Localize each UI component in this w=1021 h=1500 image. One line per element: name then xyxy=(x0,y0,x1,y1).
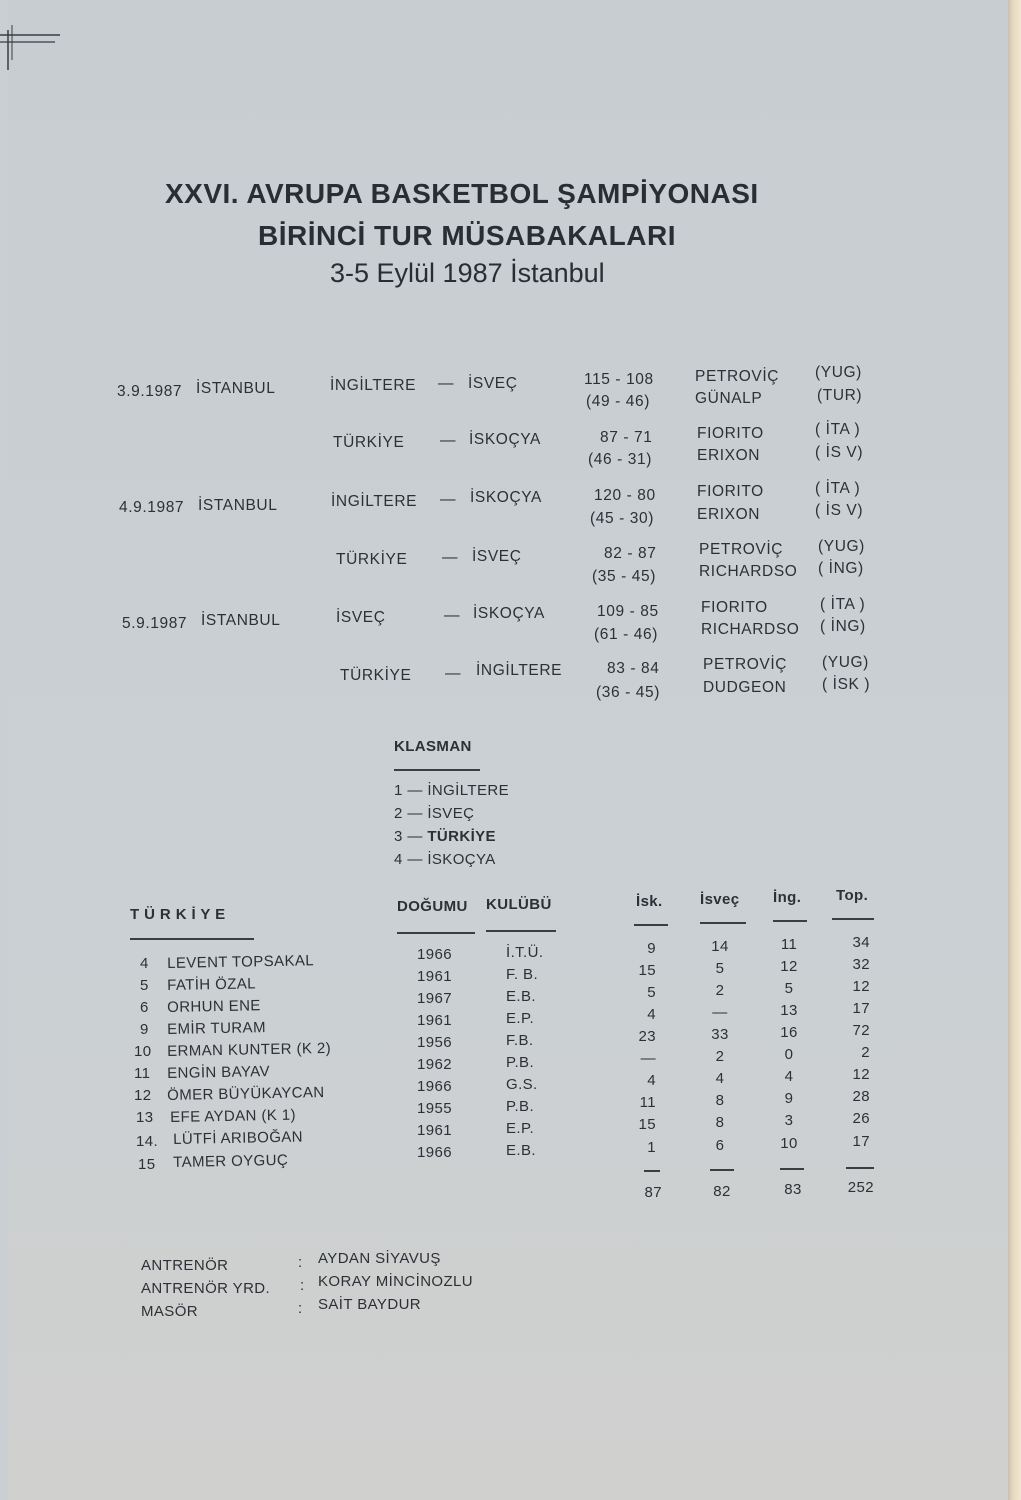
document-title: XXVI. AVRUPA BASKETBOL ŞAMPİYONASI xyxy=(165,178,759,209)
dash: — xyxy=(438,375,455,392)
points-total: 34 xyxy=(852,934,870,951)
player-club: P.B. xyxy=(506,1054,535,1071)
player-club: E.B. xyxy=(506,1142,536,1159)
total-rule xyxy=(644,1170,660,1172)
points-vs-isk: 11 xyxy=(639,1094,656,1111)
away-team: İSKOÇYA xyxy=(470,489,542,506)
points-vs-isk: 5 xyxy=(647,984,656,1001)
referee-1: PETROVİÇ xyxy=(703,656,788,673)
player-club: E.P. xyxy=(506,1120,535,1137)
dash: — xyxy=(442,549,459,566)
match-date: 4.9.1987 xyxy=(119,499,185,516)
points-vs-ing: 5 xyxy=(784,980,794,997)
referee-2: GÜNALP xyxy=(695,390,763,407)
standings-item: 3 — TÜRKİYE xyxy=(394,828,496,845)
player-club: P.B. xyxy=(506,1098,535,1115)
points-vs-ing: 12 xyxy=(780,958,798,975)
points-vs-isvec: 14 xyxy=(711,938,729,955)
referee-2-country: ( İS V) xyxy=(815,444,864,461)
referee-2-country: ( İNG) xyxy=(818,560,864,577)
points-vs-isvec: 8 xyxy=(715,1114,725,1131)
points-vs-ing: 9 xyxy=(784,1090,794,1107)
points-vs-isvec: 2 xyxy=(715,1048,725,1065)
points-vs-isvec: 6 xyxy=(715,1137,725,1154)
column-header-birth: DOĞUMU xyxy=(397,898,468,915)
player-club: E.P. xyxy=(506,1010,535,1027)
team-heading: T Ü R K İ Y E xyxy=(130,906,226,923)
player-number: 9 xyxy=(140,1021,149,1038)
home-team: İNGİLTERE xyxy=(330,377,417,394)
referee-1: FIORITO xyxy=(697,425,764,442)
points-vs-isvec: 5 xyxy=(715,960,725,977)
player-number: 10 xyxy=(134,1043,152,1060)
player-number: 6 xyxy=(140,999,149,1016)
column-header-isvec: İsveç xyxy=(700,891,740,908)
referee-2-country: ( İSK ) xyxy=(822,676,871,693)
halftime-score: (46 - 31) xyxy=(588,451,652,468)
total-rule xyxy=(846,1167,874,1169)
referee-1-country: (YUG) xyxy=(818,538,865,555)
points-vs-isk: 15 xyxy=(638,962,656,979)
standings-item: 2 — İSVEÇ xyxy=(394,805,475,822)
referee-2: RICHARDSO xyxy=(699,563,798,580)
header-underline xyxy=(832,918,874,920)
player-club: G.S. xyxy=(506,1076,538,1093)
column-header-isk: İsk. xyxy=(636,893,663,910)
player-number: 13 xyxy=(136,1109,154,1126)
home-team: TÜRKİYE xyxy=(333,434,405,451)
staff-role: MASÖR xyxy=(141,1303,199,1320)
points-total: 12 xyxy=(852,1066,870,1083)
points-total: 2 xyxy=(861,1044,870,1061)
player-birth: 1967 xyxy=(417,990,452,1007)
referee-2-country: ( İNG) xyxy=(820,618,866,635)
referee-1: FIORITO xyxy=(701,599,768,616)
player-name: ERMAN KUNTER (K 2) xyxy=(167,1039,332,1060)
away-team: İSVEÇ xyxy=(472,548,522,565)
referee-2-country: ( İS V) xyxy=(815,502,864,519)
dash: — xyxy=(440,432,457,449)
match-date: 5.9.1987 xyxy=(122,615,188,632)
player-name: EFE AYDAN (K 1) xyxy=(170,1106,297,1126)
player-number: 12 xyxy=(134,1087,152,1104)
standings-item: 4 — İSKOÇYA xyxy=(394,851,496,868)
match-city: İSTANBUL xyxy=(196,380,276,397)
column-header-top: Top. xyxy=(836,887,869,904)
match-city: İSTANBUL xyxy=(201,612,281,629)
page-edge xyxy=(1008,0,1021,1500)
player-name: FATİH ÖZAL xyxy=(167,975,257,994)
staff-name: KORAY MİNCİNOZLU xyxy=(318,1273,474,1290)
points-vs-isk: 1 xyxy=(647,1139,656,1156)
total-rule xyxy=(780,1168,804,1170)
points-vs-isvec: 33 xyxy=(711,1026,729,1043)
staff-role: ANTRENÖR xyxy=(141,1257,229,1274)
document-subtitle: 3-5 Eylül 1987 İstanbul xyxy=(330,258,605,288)
staff-name: AYDAN SİYAVUŞ xyxy=(318,1250,441,1267)
player-number: 4 xyxy=(140,955,149,972)
away-team: İNGİLTERE xyxy=(476,662,563,679)
column-header-club: KULÜBÜ xyxy=(486,896,552,913)
referee-2-country: (TUR) xyxy=(817,387,863,404)
header-underline xyxy=(486,930,556,932)
total-top: 252 xyxy=(847,1179,874,1196)
player-birth: 1955 xyxy=(417,1100,452,1117)
total-isk: 87 xyxy=(644,1184,662,1201)
referee-1: PETROVİÇ xyxy=(695,368,780,385)
final-score: 82 - 87 xyxy=(604,545,657,562)
player-name: LÜTFİ ARIBOĞAN xyxy=(173,1128,304,1148)
player-birth: 1961 xyxy=(417,1122,452,1139)
final-score: 87 - 71 xyxy=(600,429,653,446)
final-score: 83 - 84 xyxy=(607,660,660,677)
referee-2: DUDGEON xyxy=(703,679,787,696)
player-birth: 1961 xyxy=(417,1012,452,1029)
referee-1-country: ( İTA ) xyxy=(815,421,861,438)
referee-1: FIORITO xyxy=(697,483,764,500)
home-team: İSVEÇ xyxy=(336,609,386,626)
points-vs-isvec: 8 xyxy=(715,1092,725,1109)
player-number: 14. xyxy=(136,1133,159,1150)
referee-1-country: (YUG) xyxy=(822,654,869,671)
header-underline xyxy=(700,922,746,924)
standings-heading: KLASMAN xyxy=(394,738,472,755)
column-header-ing: İng. xyxy=(773,889,802,906)
points-vs-ing: 3 xyxy=(784,1112,794,1129)
points-total: 12 xyxy=(852,978,870,995)
points-vs-ing: 16 xyxy=(780,1024,798,1041)
player-birth: 1956 xyxy=(417,1034,452,1051)
points-vs-ing: 11 xyxy=(780,936,798,953)
halftime-score: (35 - 45) xyxy=(592,568,656,585)
player-number: 5 xyxy=(140,977,149,994)
player-birth: 1961 xyxy=(417,968,452,985)
away-team: İSKOÇYA xyxy=(469,431,541,448)
player-name: ÖMER BÜYÜKAYCAN xyxy=(167,1083,325,1104)
staff-separator: : xyxy=(298,1300,303,1317)
points-vs-ing: 10 xyxy=(780,1135,798,1152)
player-name: EMİR TURAM xyxy=(167,1019,267,1038)
player-club: İ.T.Ü. xyxy=(506,944,544,961)
points-total: 32 xyxy=(852,956,870,973)
referee-1: PETROVİÇ xyxy=(699,541,784,558)
player-name: LEVENT TOPSAKAL xyxy=(167,952,315,972)
staff-name: SAİT BAYDUR xyxy=(318,1296,422,1313)
player-club: F. B. xyxy=(506,966,539,983)
referee-2: ERIXON xyxy=(697,506,761,523)
player-club: E.B. xyxy=(506,988,536,1005)
points-total: 72 xyxy=(852,1022,870,1039)
player-name: TAMER OYGUÇ xyxy=(173,1151,289,1171)
dash: — xyxy=(444,607,461,624)
final-score: 120 - 80 xyxy=(594,487,656,504)
dash: — xyxy=(445,665,462,682)
points-vs-isk: 15 xyxy=(638,1116,656,1133)
referee-1-country: (YUG) xyxy=(815,364,862,381)
points-vs-isk: 23 xyxy=(638,1028,656,1045)
referee-2: RICHARDSO xyxy=(701,621,800,638)
player-club: F.B. xyxy=(506,1032,534,1049)
final-score: 115 - 108 xyxy=(584,371,654,388)
points-vs-isvec: 4 xyxy=(715,1070,725,1087)
header-underline xyxy=(773,920,807,922)
staff-role: ANTRENÖR YRD. xyxy=(141,1280,271,1297)
total-rule xyxy=(710,1169,734,1171)
total-isvec: 82 xyxy=(713,1183,731,1200)
header-underline xyxy=(634,924,668,926)
final-score: 109 - 85 xyxy=(597,603,659,620)
halftime-score: (36 - 45) xyxy=(596,684,660,701)
total-ing: 83 xyxy=(784,1181,802,1198)
staff-separator: : xyxy=(298,1254,303,1271)
points-vs-ing: 4 xyxy=(784,1068,794,1085)
halftime-score: (45 - 30) xyxy=(590,510,654,527)
points-vs-ing: 13 xyxy=(780,1002,798,1019)
points-vs-isk: 9 xyxy=(647,940,656,957)
referee-1-country: ( İTA ) xyxy=(820,596,866,613)
home-team: İNGİLTERE xyxy=(331,493,418,510)
points-total: 17 xyxy=(852,1133,870,1150)
staff-separator: : xyxy=(300,1277,305,1294)
dash: — xyxy=(440,491,457,508)
points-vs-isk: — xyxy=(640,1050,656,1067)
points-total: 26 xyxy=(852,1110,870,1127)
standings-underline xyxy=(394,769,480,771)
document-title-line2: BİRİNCİ TUR MÜSABAKALARI xyxy=(258,220,676,251)
halftime-score: (61 - 46) xyxy=(594,626,658,643)
player-name: ENGİN BAYAV xyxy=(167,1063,271,1082)
player-name: ORHUN ENE xyxy=(167,997,261,1016)
match-date: 3.9.1987 xyxy=(117,383,183,400)
referee-1-country: ( İTA ) xyxy=(815,480,861,497)
points-vs-ing: 0 xyxy=(784,1046,794,1063)
points-vs-isvec: — xyxy=(712,1004,728,1021)
header-underline xyxy=(397,932,475,934)
away-team: İSKOÇYA xyxy=(473,605,545,622)
points-total: 17 xyxy=(852,1000,870,1017)
halftime-score: (49 - 46) xyxy=(586,393,650,410)
player-birth: 1966 xyxy=(417,1144,452,1161)
home-team: TÜRKİYE xyxy=(340,667,412,684)
standings-item: 1 — İNGİLTERE xyxy=(394,782,509,799)
player-birth: 1966 xyxy=(417,946,452,963)
player-birth: 1962 xyxy=(417,1056,452,1073)
home-team: TÜRKİYE xyxy=(336,551,408,568)
player-number: 15 xyxy=(138,1156,156,1173)
player-birth: 1966 xyxy=(417,1078,452,1095)
points-total: 28 xyxy=(852,1088,870,1105)
corner-crop-mark xyxy=(0,20,60,80)
away-team: İSVEÇ xyxy=(468,375,518,392)
team-underline xyxy=(130,938,254,940)
referee-2: ERIXON xyxy=(697,447,761,464)
points-vs-isk: 4 xyxy=(647,1072,656,1089)
points-vs-isvec: 2 xyxy=(715,982,725,999)
points-vs-isk: 4 xyxy=(647,1006,656,1023)
player-number: 11 xyxy=(134,1065,151,1082)
match-city: İSTANBUL xyxy=(198,497,278,514)
